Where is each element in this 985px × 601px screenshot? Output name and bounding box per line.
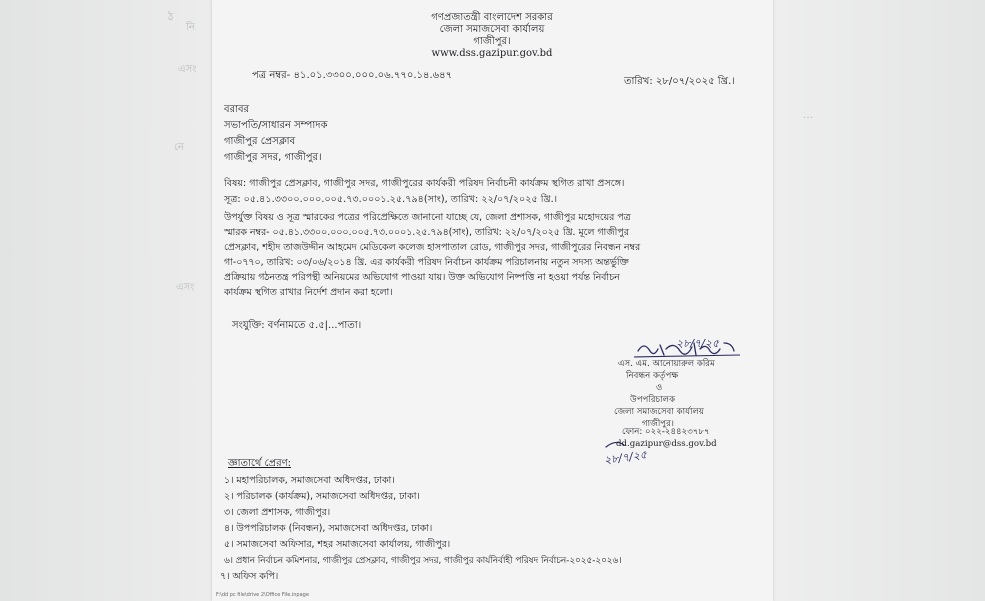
ghost-text: ঠ [168, 12, 174, 23]
initial-date: ২৮/৭/২৫ [603, 448, 648, 467]
background-left [0, 0, 212, 601]
ghost-text: এসং [176, 282, 195, 293]
header-district: গাজীপুর। [473, 36, 511, 47]
distribution-item: ৭। অফিস কপি। [220, 571, 279, 582]
distribution-item: ৩। জেলা প্রশাসক, গাজীপুর। [224, 507, 331, 518]
signatory-email: dd.gazipur@dss.gov.bd [616, 439, 717, 449]
distribution-heading: জ্ঞাতার্থে প্রেরণ: [228, 458, 291, 469]
body-line: উপর্যুক্ত বিষয় ও সূত্র স্মারকের পত্রের পরিপ্রেক্ষিতে জানানো যাচ্ছে যে, জেলা প্রশাসক, গাজীপুর মহোদয়ের পত্র [224, 212, 631, 223]
memo-reference-number: পত্র নম্বর- ৪১.০১.৩৩০০.০০০.০৬.৭৭০.১৪.৬৪৭ [252, 70, 453, 81]
signatory-name: এস. এম. আনোয়ারুল করিম [618, 359, 715, 369]
signatory-district: গাজীপুর। [642, 419, 674, 429]
letter-page [212, 0, 773, 601]
signatory-role: নিবন্ধন কর্তৃপক্ষ [626, 371, 679, 381]
body-line: গা-০৭৭০, তারিখ: ০৩/০৬/২০১৪ খ্রি. এর কার্যকরী পরিষদ নির্বাচন কার্যক্রম পরিচালনায় নতুন সদস্য অন্তর্ভুক্তি [224, 257, 629, 268]
distribution-item: ৫। সমাজসেবা অফিসার, শহর সমাজসেবা কার্যালয়, গাজীপুর। [224, 539, 451, 550]
addressee-line: গাজীপুর প্রেসক্লাব [224, 136, 296, 147]
background-right [773, 0, 985, 601]
body-line: স্মারক নম্বর- ০৫.৪১.৩৩০০.০০০.০০৫.৭৩.০০০১.২৫.৭৯৪(সাং), তারিখ: ২২/০৭/২০২৫ খ্রি. মূলে গাজীপুর [224, 227, 629, 238]
addressee-line: বরাবর [224, 104, 250, 115]
ghost-text: নি [186, 22, 195, 33]
header-office: জেলা সমাজসেবা কার্যালয় [439, 24, 545, 35]
signatory-and: ও [656, 383, 663, 393]
ghost-text: এসং [178, 64, 197, 75]
signatory-role: উপপরিচালক [630, 395, 676, 405]
signatory-office: জেলা সমাজসেবা কার্যালয় [614, 407, 704, 417]
addressee-line: গাজীপুর সদর, গাজীপুর। [224, 152, 322, 163]
header-website: www.dss.gazipur.gov.bd [431, 48, 553, 59]
attachment-note: সংযুক্তি: বর্ণনামতে ৫.৫|...পাতা। [232, 320, 362, 331]
body-line: প্রক্রিয়ায় গঠনতন্ত্র পরিপন্থী অনিয়মের অভিযোগ পাওয়া যায়। উক্ত অভিযোগ নিষ্পত্তি না হওয়া পর্যন্ত নির্বাচন [224, 272, 620, 283]
distribution-item: ১। মহাপরিচালক, সমাজসেবা অধিদপ্তর, ঢাকা। [224, 475, 395, 486]
distribution-item: ৬। প্রধান নির্বাচন কমিশনার, গাজীপুর প্রেসক্লাব, গাজীপুর সদর, গাজীপুর কার্যনির্বাহী পরিষদ নির্বাচন-২০২৫-২০২৬। [224, 556, 622, 566]
header-government: গণপ্রজাতন্ত্রী বাংলাদেশ সরকার [431, 12, 553, 23]
distribution-item: ২। পরিচালক (কার্যক্রম), সমাজসেবা অধিদপ্তর, ঢাকা। [224, 491, 420, 502]
subject-line: বিষয়: গাজীপুর প্রেসক্লাব, গাজীপুর সদর, গাজীপুরের কার্যকরী পরিষদ নির্বাচনী কার্যক্রম স্থগিত রাখা প্রসঙ্গে। [224, 178, 625, 189]
body-line: কার্যক্রম স্থগিত রাখার নির্দেশ প্রদান করা হলো। [224, 287, 393, 298]
footer-file-path: F:\dd pc file\drive 2\Office File.inpage [216, 592, 309, 598]
ghost-text: নে [174, 142, 185, 153]
addressee-line: সভাপতি/সাধারন সম্পাদক [224, 120, 328, 131]
reference-line: সূত্র: ০৫.৪১.৩৩০০.০০০.০০৫.৭৩.০০০১.২৫.৭৯৪(সাং), তারিখ: ২২/০৭/২০২৫ খ্রি.। [224, 194, 558, 205]
signatory-phone: ফোন: ০২২-২৪৪২৩৭৮৭ [622, 427, 710, 437]
memo-date: তারিখ: ২৮/০৭/২০২৫ খ্রি.। [624, 76, 735, 87]
distribution-item: ৪। উপপরিচালক (নিবন্ধন), সমাজসেবা অধিদপ্তর, ঢাকা। [224, 523, 433, 534]
handwritten-date: ২৮/৭/২৫ [676, 337, 720, 350]
ghost-text: … [803, 110, 813, 121]
body-line: প্রেসক্লাব, শহীদ তাজউদ্দীন আহমেদ মেডিকেল কলেজ হাসপাতাল রোড, গাজীপুর সদর, গাজীপুরের নিবন্ধন নম্বর [224, 242, 641, 253]
